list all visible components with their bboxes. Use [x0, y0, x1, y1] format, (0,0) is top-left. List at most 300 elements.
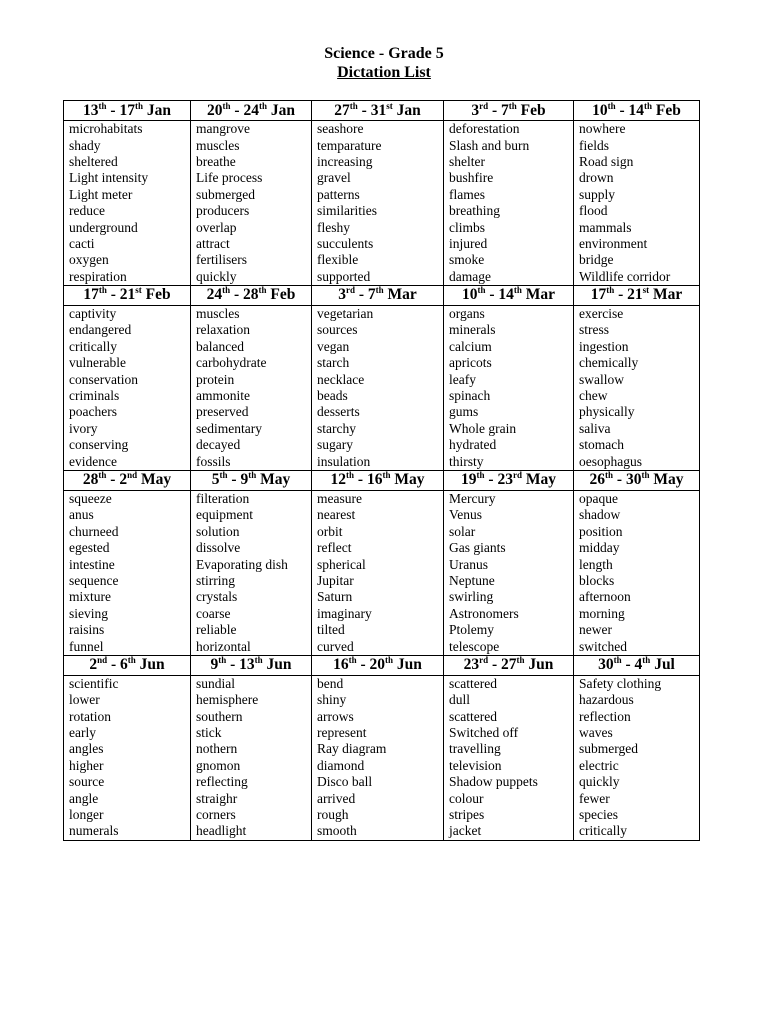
word-cell: reflection	[574, 709, 700, 725]
week-header: 23rd - 27th Jun	[444, 655, 574, 675]
word-cell: hydrated	[444, 437, 574, 453]
word-cell: breathing	[444, 203, 574, 219]
word-cell: muscles	[191, 137, 312, 153]
header-month: Jan	[146, 101, 171, 119]
word-cell: beads	[312, 388, 444, 404]
header-month: Mar	[525, 286, 556, 304]
word-row	[64, 758, 700, 774]
header-end-day: 7	[501, 101, 509, 119]
week-header: 28th - 2nd May	[64, 470, 191, 490]
week-header: 17th - 21st Feb	[64, 285, 191, 305]
word-cell: Shadow puppets	[444, 774, 574, 790]
word-row	[64, 121, 700, 138]
week-header-row	[64, 470, 700, 490]
word-cell: Light meter	[64, 187, 191, 203]
word-row	[64, 437, 700, 453]
word-row	[64, 236, 700, 252]
word-cell: colour	[444, 790, 574, 806]
word-cell: travelling	[444, 741, 574, 757]
word-cell: fossils	[191, 453, 312, 470]
header-end-suffix: th	[382, 470, 391, 481]
word-cell: minerals	[444, 322, 574, 338]
header-end-suffix: th	[508, 100, 517, 111]
header-start-suffix: th	[348, 655, 357, 666]
header-start-suffix: th	[349, 100, 358, 111]
word-row	[64, 170, 700, 186]
header-start-day: 16	[333, 656, 349, 674]
week-header: 9th - 13th Jun	[191, 655, 312, 675]
word-cell: vegetarian	[312, 305, 444, 322]
word-row	[64, 219, 700, 235]
header-start-day: 19	[461, 471, 477, 489]
word-cell: straighr	[191, 790, 312, 806]
word-cell: critically	[64, 339, 191, 355]
header-start-day: 23	[463, 656, 480, 674]
word-cell: fewer	[574, 790, 700, 806]
word-cell: species	[574, 807, 700, 823]
word-cell: shadow	[574, 507, 700, 523]
word-cell: Road sign	[574, 154, 700, 170]
word-cell: headlight	[191, 823, 312, 840]
word-row	[64, 524, 700, 540]
header-month: Jun	[266, 656, 292, 674]
header-month: May	[394, 471, 425, 489]
word-cell: oxygen	[64, 252, 191, 268]
word-cell: seashore	[312, 121, 444, 138]
word-cell: southern	[191, 709, 312, 725]
word-cell: starch	[312, 355, 444, 371]
word-cell: afternoon	[574, 589, 700, 605]
week-header-row	[64, 655, 700, 675]
header-start-suffix: th	[98, 100, 107, 111]
word-cell: conservation	[64, 371, 191, 387]
word-cell: mixture	[64, 589, 191, 605]
week-header: 20th - 24th Jan	[191, 101, 312, 121]
word-row	[64, 453, 700, 470]
header-end-day: 27	[501, 656, 517, 674]
document-subtitle: Dictation List	[337, 64, 431, 81]
header-end-day: 7	[367, 286, 376, 304]
word-cell: sundial	[191, 675, 312, 692]
header-month: Feb	[145, 286, 171, 304]
header-end-day: 2	[119, 471, 128, 489]
word-cell: spherical	[312, 556, 444, 572]
header-start-day: 12	[330, 471, 347, 489]
word-cell: Gas giants	[444, 540, 574, 556]
word-cell: chew	[574, 388, 700, 404]
week-header: 10th - 14th Feb	[574, 101, 700, 121]
word-cell: criminals	[64, 388, 191, 404]
word-cell: imaginary	[312, 606, 444, 622]
word-row	[64, 638, 700, 655]
word-cell: reflecting	[191, 774, 312, 790]
word-cell: Ptolemy	[444, 622, 574, 638]
week-header: 12th - 16th May	[312, 470, 444, 490]
word-cell: ivory	[64, 421, 191, 437]
header-start-day: 28	[82, 471, 99, 489]
word-row	[64, 725, 700, 741]
word-cell: patterns	[312, 187, 444, 203]
word-row	[64, 709, 700, 725]
word-cell: dissolve	[191, 540, 312, 556]
word-cell: smoke	[444, 252, 574, 268]
word-cell: sequence	[64, 573, 191, 589]
header-end-day: 30	[625, 471, 642, 489]
word-row	[64, 741, 700, 757]
header-end-suffix: th	[644, 100, 653, 111]
word-cell: spinach	[444, 388, 574, 404]
header-end-day: 9	[240, 471, 249, 489]
header-end-day: 23	[497, 471, 513, 489]
header-start-day: 20	[207, 101, 223, 119]
word-cell: nowhere	[574, 121, 700, 138]
word-cell: lower	[64, 692, 191, 708]
word-cell: television	[444, 758, 574, 774]
header-end-day: 4	[634, 656, 643, 674]
header-end-day: 14	[498, 286, 514, 304]
word-cell: environment	[574, 236, 700, 252]
word-cell: Wildlife corridor	[574, 269, 700, 286]
word-cell: mangrove	[191, 121, 312, 138]
header-month: Jun	[396, 656, 422, 674]
word-row	[64, 589, 700, 605]
word-cell: coarse	[191, 606, 312, 622]
word-cell: dull	[444, 692, 574, 708]
word-cell: overlap	[191, 219, 312, 235]
word-cell: climbs	[444, 219, 574, 235]
word-cell: cacti	[64, 236, 191, 252]
word-cell: critically	[574, 823, 700, 840]
word-cell: anus	[64, 507, 191, 523]
word-cell: supported	[312, 269, 444, 286]
header-start-suffix: rd	[479, 100, 489, 111]
word-cell: raisins	[64, 622, 191, 638]
header-end-suffix: st	[642, 285, 650, 296]
word-cell: necklace	[312, 371, 444, 387]
word-cell: intestine	[64, 556, 191, 572]
header-end-day: 28	[243, 286, 259, 304]
word-cell: preserved	[191, 404, 312, 420]
word-cell: flexible	[312, 252, 444, 268]
word-cell: endangered	[64, 322, 191, 338]
word-cell: shelter	[444, 154, 574, 170]
word-row	[64, 507, 700, 523]
word-cell: deforestation	[444, 121, 574, 138]
word-cell: poachers	[64, 404, 191, 420]
word-cell: orbit	[312, 524, 444, 540]
header-end-suffix: th	[516, 655, 525, 666]
word-cell: organs	[444, 305, 574, 322]
word-cell: stick	[191, 725, 312, 741]
word-cell: Evaporating dish	[191, 556, 312, 572]
word-row	[64, 305, 700, 322]
header-month: Feb	[655, 101, 681, 119]
header-end-suffix: th	[258, 100, 267, 111]
word-row	[64, 622, 700, 638]
word-cell: sedimentary	[191, 421, 312, 437]
header-start-day: 26	[589, 471, 606, 489]
word-cell: switched	[574, 638, 700, 655]
week-header: 2nd - 6th Jun	[64, 655, 191, 675]
word-cell: shady	[64, 137, 191, 153]
word-cell: gravel	[312, 170, 444, 186]
word-cell: insulation	[312, 453, 444, 470]
week-header: 19th - 23rd May	[444, 470, 574, 490]
header-start-day: 17	[590, 286, 607, 304]
header-start-suffix: nd	[97, 655, 108, 666]
word-cell: scattered	[444, 675, 574, 692]
word-cell: damage	[444, 269, 574, 286]
word-row	[64, 371, 700, 387]
header-end-suffix: th	[513, 285, 522, 296]
word-row	[64, 774, 700, 790]
word-cell: breathe	[191, 154, 312, 170]
word-cell: swallow	[574, 371, 700, 387]
word-cell: source	[64, 774, 191, 790]
word-row	[64, 339, 700, 355]
word-row	[64, 252, 700, 268]
word-cell: Jupitar	[312, 573, 444, 589]
header-month: May	[260, 471, 291, 489]
word-cell: hemisphere	[191, 692, 312, 708]
word-cell: sieving	[64, 606, 191, 622]
word-cell: desserts	[312, 404, 444, 420]
week-header-row	[64, 101, 700, 121]
word-cell: hazardous	[574, 692, 700, 708]
header-month: May	[653, 471, 684, 489]
header-end-suffix: th	[385, 655, 394, 666]
word-cell: morning	[574, 606, 700, 622]
word-cell: Uranus	[444, 556, 574, 572]
word-cell: gums	[444, 404, 574, 420]
word-cell: reliable	[191, 622, 312, 638]
word-row	[64, 187, 700, 203]
dictation-table	[63, 100, 700, 841]
word-row	[64, 203, 700, 219]
word-cell: solar	[444, 524, 574, 540]
header-start-suffix: th	[607, 100, 616, 111]
word-cell: bridge	[574, 252, 700, 268]
word-cell: position	[574, 524, 700, 540]
word-cell: filteration	[191, 490, 312, 507]
header-start-day: 5	[211, 471, 220, 489]
word-cell: flames	[444, 187, 574, 203]
word-cell: Light intensity	[64, 170, 191, 186]
header-end-suffix: th	[642, 655, 651, 666]
week-header: 3rd - 7th Feb	[444, 101, 574, 121]
word-row	[64, 388, 700, 404]
word-cell: Whole grain	[444, 421, 574, 437]
header-end-day: 17	[119, 101, 135, 119]
header-start-suffix: th	[606, 285, 615, 296]
word-cell: Slash and burn	[444, 137, 574, 153]
word-row	[64, 322, 700, 338]
word-cell: mammals	[574, 219, 700, 235]
word-cell: chemically	[574, 355, 700, 371]
word-cell: angle	[64, 790, 191, 806]
header-end-day: 13	[239, 656, 255, 674]
word-cell: diamond	[312, 758, 444, 774]
word-cell: arrived	[312, 790, 444, 806]
header-month: Mar	[653, 286, 683, 304]
word-cell: Saturn	[312, 589, 444, 605]
header-start-day: 3	[471, 101, 480, 119]
header-month: Feb	[270, 286, 296, 304]
word-cell: evidence	[64, 453, 191, 470]
header-start-day: 2	[89, 656, 98, 674]
header-end-day: 20	[369, 656, 386, 674]
word-cell: ingestion	[574, 339, 700, 355]
word-cell: relaxation	[191, 322, 312, 338]
header-start-suffix: th	[222, 285, 231, 296]
word-cell: producers	[191, 203, 312, 219]
header-start-day: 30	[598, 656, 614, 674]
week-header: 16th - 20th Jun	[312, 655, 444, 675]
word-cell: fleshy	[312, 219, 444, 235]
word-cell: starchy	[312, 421, 444, 437]
word-cell: vulnerable	[64, 355, 191, 371]
word-cell: submerged	[574, 741, 700, 757]
word-cell: injured	[444, 236, 574, 252]
word-row	[64, 606, 700, 622]
word-cell: conserving	[64, 437, 191, 453]
document-title-block	[0, 44, 768, 82]
header-start-suffix: th	[476, 470, 485, 481]
week-header: 27th - 31st Jan	[312, 101, 444, 121]
week-header: 24th - 28th Feb	[191, 285, 312, 305]
word-cell: stirring	[191, 573, 312, 589]
word-cell: flood	[574, 203, 700, 219]
header-start-day: 10	[461, 286, 478, 304]
header-month: May	[140, 471, 172, 489]
word-cell: horizontal	[191, 638, 312, 655]
word-cell: curved	[312, 638, 444, 655]
header-end-suffix: th	[127, 655, 136, 666]
header-start-suffix: th	[219, 470, 228, 481]
word-cell: thirsty	[444, 453, 574, 470]
header-month: Jul	[654, 656, 675, 674]
word-row	[64, 404, 700, 420]
header-start-day: 9	[210, 656, 219, 674]
header-end-suffix: st	[135, 285, 142, 296]
word-cell: egested	[64, 540, 191, 556]
header-end-day: 24	[243, 101, 259, 119]
word-cell: scientific	[64, 675, 191, 692]
header-end-day: 14	[628, 101, 645, 119]
word-cell: Astronomers	[444, 606, 574, 622]
word-cell: attract	[191, 236, 312, 252]
word-cell: captivity	[64, 305, 191, 322]
word-cell: higher	[64, 758, 191, 774]
word-cell: Neptune	[444, 573, 574, 589]
header-end-suffix: th	[641, 470, 650, 481]
word-cell: newer	[574, 622, 700, 638]
word-cell: blocks	[574, 573, 700, 589]
word-row	[64, 269, 700, 286]
word-cell: sugary	[312, 437, 444, 453]
header-end-suffix: rd	[512, 470, 522, 481]
word-cell: numerals	[64, 823, 191, 840]
word-cell: physically	[574, 404, 700, 420]
word-cell: telescope	[444, 638, 574, 655]
word-cell: submerged	[191, 187, 312, 203]
header-start-suffix: th	[222, 100, 231, 111]
word-cell: reflect	[312, 540, 444, 556]
word-row	[64, 573, 700, 589]
word-cell: stress	[574, 322, 700, 338]
header-end-suffix: th	[375, 285, 384, 296]
word-cell: succulents	[312, 236, 444, 252]
header-end-day: 21	[119, 286, 136, 304]
header-end-day: 6	[120, 656, 128, 674]
header-end-suffix: nd	[127, 470, 138, 481]
word-cell: fields	[574, 137, 700, 153]
word-cell: midday	[574, 540, 700, 556]
word-cell: Ray diagram	[312, 741, 444, 757]
word-cell: vegan	[312, 339, 444, 355]
header-end-day: 16	[366, 471, 383, 489]
word-cell: bend	[312, 675, 444, 692]
word-cell: crystals	[191, 589, 312, 605]
word-row	[64, 355, 700, 371]
word-cell: quickly	[574, 774, 700, 790]
word-cell: electric	[574, 758, 700, 774]
word-cell: tilted	[312, 622, 444, 638]
word-cell: calcium	[444, 339, 574, 355]
word-cell: Life process	[191, 170, 312, 186]
word-cell: drown	[574, 170, 700, 186]
word-cell: protein	[191, 371, 312, 387]
word-cell: fertilisers	[191, 252, 312, 268]
word-cell: microhabitats	[64, 121, 191, 138]
word-cell: rotation	[64, 709, 191, 725]
word-cell: rough	[312, 807, 444, 823]
word-cell: corners	[191, 807, 312, 823]
word-cell: bushfire	[444, 170, 574, 186]
word-row	[64, 137, 700, 153]
word-cell: Safety clothing	[574, 675, 700, 692]
word-cell: similarities	[312, 203, 444, 219]
word-cell: sources	[312, 322, 444, 338]
word-cell: represent	[312, 725, 444, 741]
header-start-suffix: th	[346, 470, 355, 481]
word-cell: jacket	[444, 823, 574, 840]
header-end-day: 31	[370, 101, 387, 119]
word-row	[64, 556, 700, 572]
word-cell: ammonite	[191, 388, 312, 404]
header-start-suffix: th	[477, 285, 486, 296]
word-cell: muscles	[191, 305, 312, 322]
word-cell: shiny	[312, 692, 444, 708]
header-start-suffix: rd	[479, 655, 489, 666]
word-cell: oesophagus	[574, 453, 700, 470]
word-cell: early	[64, 725, 191, 741]
word-row	[64, 421, 700, 437]
week-header: 3rd - 7th Mar	[312, 285, 444, 305]
week-header: 30th - 4th Jul	[574, 655, 700, 675]
word-cell: arrows	[312, 709, 444, 725]
word-cell: reduce	[64, 203, 191, 219]
word-row	[64, 490, 700, 507]
header-start-day: 10	[592, 101, 608, 119]
header-month: May	[525, 471, 556, 489]
header-start-suffix: th	[613, 655, 622, 666]
word-cell: apricots	[444, 355, 574, 371]
header-start-suffix: th	[98, 470, 107, 481]
header-start-day: 3	[338, 286, 346, 304]
word-cell: saliva	[574, 421, 700, 437]
word-cell: length	[574, 556, 700, 572]
